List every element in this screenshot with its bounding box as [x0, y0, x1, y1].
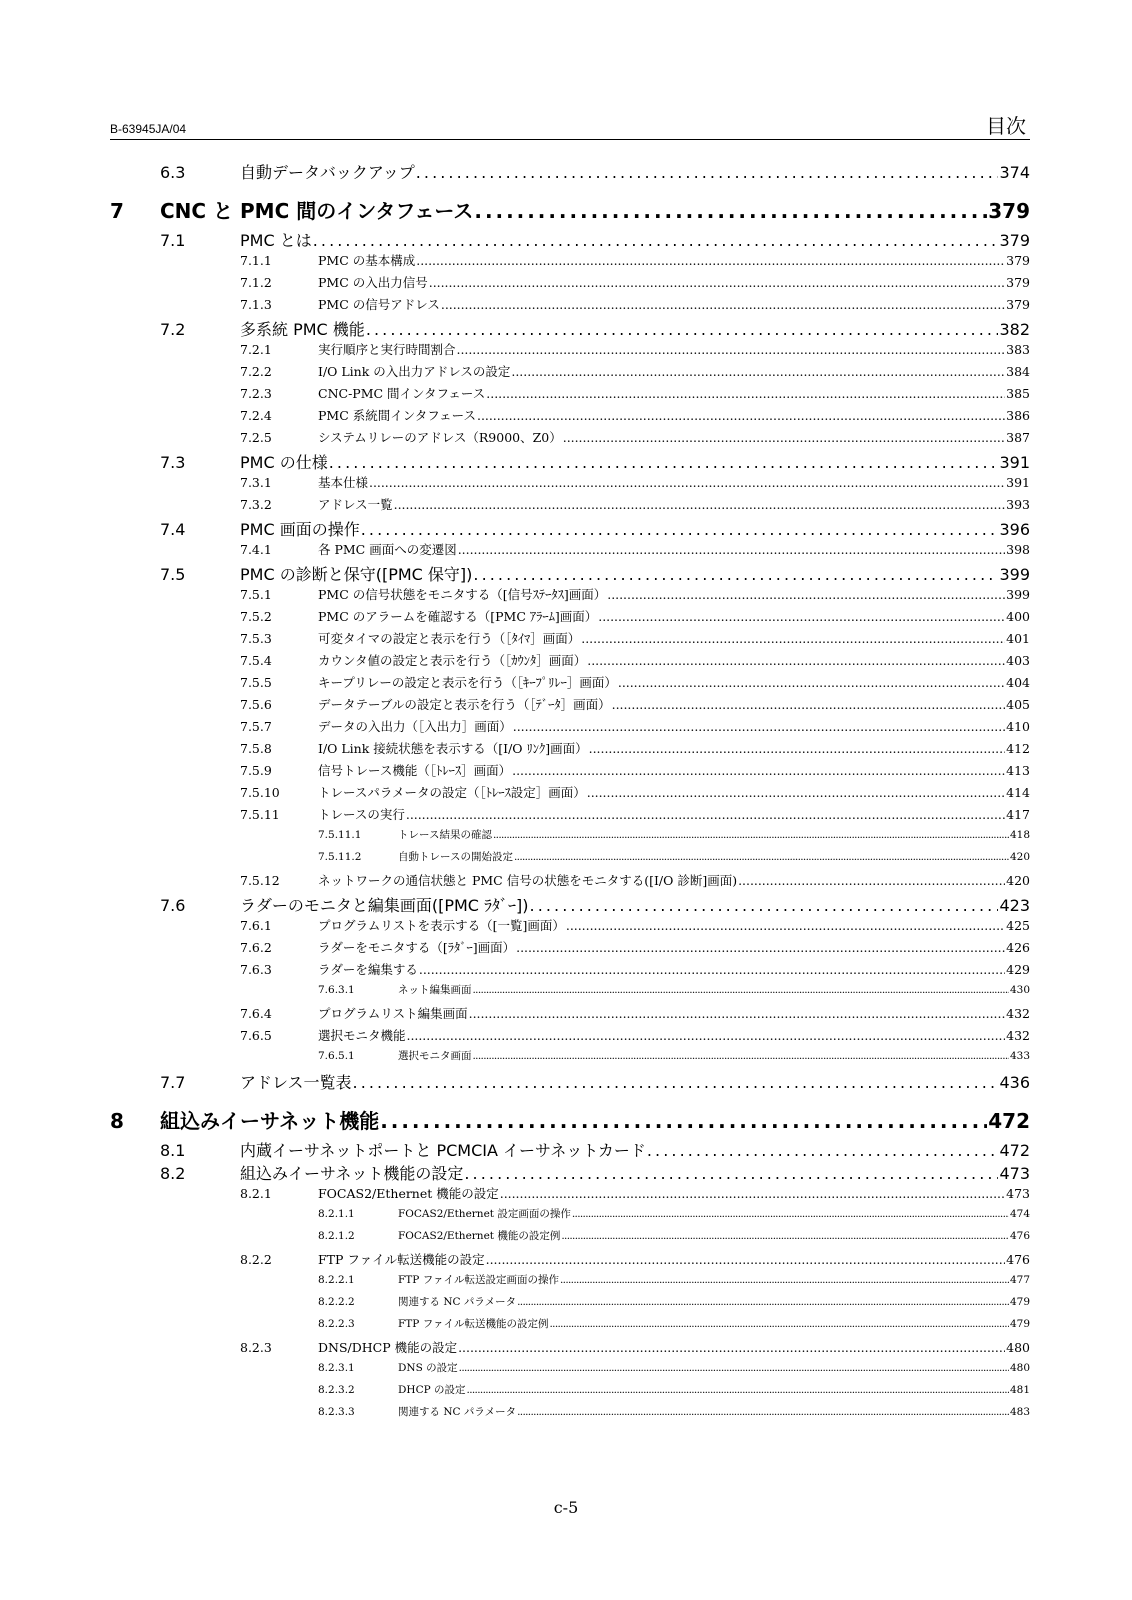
- toc-entry-page: 481: [1009, 1384, 1030, 1396]
- toc-entry-number: 7.2.1: [240, 342, 272, 357]
- toc-dot-leader: [477, 408, 1005, 423]
- toc-entry-title: CNC-PMC 間インタフェース: [318, 386, 486, 401]
- toc-dot-leader: [513, 719, 1005, 734]
- toc-entry[interactable]: [110, 695, 1030, 717]
- toc-entry-title: PMC の信号アドレス: [318, 297, 440, 312]
- toc-dot-leader: [486, 1252, 1005, 1267]
- toc-entry-number: 6.3: [160, 163, 186, 182]
- toc-entry[interactable]: [110, 893, 1030, 916]
- toc-entry-title: カウンタ値の設定と表示を行う（［ｶｳﾝﾀ］画面）: [318, 653, 587, 668]
- toc-dot-leader: [517, 1406, 1009, 1418]
- toc-entry-page: 479: [1009, 1318, 1030, 1330]
- toc-entry[interactable]: [110, 340, 1030, 362]
- toc-entry-title: PMC の診断と保守([PMC 保守]): [240, 565, 473, 584]
- toc-entry-number: 7.6.4: [240, 1006, 272, 1021]
- toc-entry-page: 477: [1009, 1274, 1030, 1286]
- toc-entry-page: 472: [999, 1141, 1030, 1160]
- toc-entry-page: 379: [1006, 297, 1030, 312]
- toc-entry-title: アドレス一覧表: [240, 1073, 352, 1092]
- toc-entry[interactable]: [110, 317, 1030, 340]
- toc-entry-page: 432: [1006, 1006, 1030, 1021]
- page-header: [110, 112, 1030, 140]
- toc-entry-number: 7.5.3: [240, 631, 272, 646]
- toc-entry[interactable]: [110, 1272, 1030, 1294]
- toc-entry-number: 8.1: [160, 1141, 186, 1160]
- toc-entry-page: 410: [1006, 719, 1030, 734]
- toc-dot-leader: [587, 785, 1005, 800]
- toc-entry[interactable]: [110, 1382, 1030, 1404]
- toc-entry[interactable]: [110, 651, 1030, 673]
- toc-entry[interactable]: [110, 195, 1030, 228]
- toc-dot-leader: [467, 1384, 1009, 1396]
- toc-entry-title: CNC と PMC 間のインタフェース: [160, 199, 474, 223]
- toc-entry-title: プログラムリスト編集画面: [318, 1006, 468, 1021]
- toc-dot-leader: [581, 631, 1005, 646]
- toc-entry-page: 374: [999, 163, 1030, 182]
- toc-entry[interactable]: [110, 1250, 1030, 1272]
- toc-entry-number: 7.5.10: [240, 785, 280, 800]
- toc-dot-leader: [313, 231, 999, 250]
- toc-dot-leader: [458, 542, 1005, 557]
- toc-entry-page: 426: [1006, 940, 1030, 955]
- toc-dot-leader: [457, 342, 1006, 357]
- toc-entry[interactable]: [110, 1026, 1030, 1048]
- toc-entry[interactable]: [110, 739, 1030, 761]
- toc-dot-leader: [329, 453, 999, 472]
- toc-entry[interactable]: [110, 273, 1030, 295]
- toc-entry-page: 414: [1006, 785, 1030, 800]
- toc-dot-leader: [647, 1141, 999, 1160]
- toc-entry-page: 425: [1006, 918, 1030, 933]
- toc-dot-leader: [560, 1274, 1009, 1286]
- toc-entry[interactable]: [110, 629, 1030, 651]
- toc-entry-page: 483: [1009, 1406, 1030, 1418]
- toc-entry-page: 399: [999, 565, 1030, 584]
- toc-entry-page: 383: [1006, 342, 1030, 357]
- toc-entry[interactable]: [110, 406, 1030, 428]
- toc-entry-number: 7.6: [160, 896, 186, 915]
- toc-entry[interactable]: [110, 540, 1030, 562]
- document-code: B-63945JA/04: [110, 122, 187, 136]
- toc-entry-page: 418: [1009, 829, 1030, 841]
- toc-entry-title: DNS/DHCP 機能の設定: [318, 1340, 458, 1355]
- toc-entry-number: 8.2.2.3: [318, 1318, 355, 1330]
- toc-entry-title: 選択モニタ画面: [398, 1050, 472, 1062]
- toc-entry-number: 7.5.11.2: [318, 851, 362, 863]
- toc-entry-title: トレース結果の確認: [398, 829, 492, 841]
- toc-entry-title: I/O Link の入出力アドレスの設定: [318, 364, 511, 379]
- toc-entry-title: 各 PMC 画面への変遷図: [318, 542, 457, 557]
- toc-dot-leader: [473, 1050, 1009, 1062]
- toc-dot-leader: [607, 587, 1005, 602]
- toc-dot-leader: [419, 962, 1005, 977]
- toc-dot-leader: [416, 253, 1005, 268]
- toc-entry[interactable]: [110, 384, 1030, 406]
- toc-entry[interactable]: [110, 160, 1030, 183]
- toc-entry-page: 413: [1006, 763, 1030, 778]
- toc-entry-page: 476: [1009, 1230, 1030, 1242]
- toc-entry-page: 391: [1006, 475, 1030, 490]
- toc-entry[interactable]: [110, 473, 1030, 495]
- toc-entry-number: 7.5.8: [240, 741, 272, 756]
- toc-entry-title: PMC の信号状態をモニタする（[信号ｽﾃｰﾀｽ]画面）: [318, 587, 607, 602]
- toc-entry-number: 7.5.1: [240, 587, 272, 602]
- toc-entry-page: 412: [1006, 741, 1030, 756]
- toc-entry[interactable]: [110, 1316, 1030, 1338]
- toc-entry-title: 実行順序と実行時間割合: [318, 342, 456, 357]
- toc-entry-title: 関連する NC パラメータ: [398, 1296, 517, 1308]
- toc-entry-number: 7.1: [160, 231, 186, 250]
- toc-entry-number: 8.2.1: [240, 1186, 272, 1201]
- table-of-contents: [110, 160, 1030, 1426]
- toc-entry-number: 7.5.11.1: [318, 829, 362, 841]
- toc-entry-number: 7.1.2: [240, 275, 272, 290]
- toc-entry-page: 403: [1006, 653, 1030, 668]
- toc-entry-title: 多系統 PMC 機能: [240, 320, 365, 339]
- toc-entry-title: トレースの実行: [318, 807, 405, 822]
- toc-dot-leader: [561, 1230, 1009, 1242]
- toc-entry-number: 8: [110, 1109, 124, 1133]
- toc-dot-leader: [516, 940, 1005, 955]
- toc-dot-leader: [429, 275, 1005, 290]
- toc-dot-leader: [473, 984, 1009, 996]
- toc-dot-leader: [517, 1296, 1009, 1308]
- toc-entry-number: 7.5.9: [240, 763, 272, 778]
- toc-entry[interactable]: [110, 450, 1030, 473]
- toc-entry[interactable]: [110, 938, 1030, 960]
- toc-entry-number: 7.1.1: [240, 253, 272, 268]
- toc-entry-number: 7.6.3.1: [318, 984, 355, 996]
- toc-dot-leader: [464, 1164, 998, 1183]
- toc-entry[interactable]: [110, 607, 1030, 629]
- toc-entry-page: 436: [999, 1073, 1030, 1092]
- toc-entry[interactable]: [110, 1004, 1030, 1026]
- toc-entry-number: 8.2.3.3: [318, 1406, 355, 1418]
- toc-entry-title: ネット編集画面: [398, 984, 472, 996]
- toc-entry-number: 8.2.2.2: [318, 1296, 355, 1308]
- toc-entry-number: 7.5.2: [240, 609, 272, 624]
- toc-entry-number: 8.2.2.1: [318, 1274, 355, 1286]
- toc-entry-number: 7.6.3: [240, 962, 272, 977]
- toc-entry-page: 396: [999, 520, 1030, 539]
- toc-entry-number: 7.5.11: [240, 807, 280, 822]
- toc-entry-title: PMC とは: [240, 231, 312, 250]
- toc-dot-leader: [416, 163, 999, 182]
- toc-entry-number: 8.2.1.2: [318, 1230, 355, 1242]
- toc-entry-title: PMC 系統間インタフェース: [318, 408, 476, 423]
- toc-entry[interactable]: [110, 517, 1030, 540]
- toc-entry-title: I/O Link 接続状態を表示する（[I/O ﾘﾝｸ]画面）: [318, 741, 588, 756]
- toc-entry[interactable]: [110, 1138, 1030, 1161]
- toc-entry-title: データテーブルの設定と表示を行う（［ﾃﾞｰﾀ］画面）: [318, 697, 611, 712]
- toc-entry[interactable]: [110, 1294, 1030, 1316]
- toc-entry[interactable]: [110, 849, 1030, 871]
- toc-entry[interactable]: [110, 1048, 1030, 1070]
- toc-entry-number: 7.1.3: [240, 297, 272, 312]
- toc-entry[interactable]: [110, 295, 1030, 317]
- toc-entry[interactable]: [110, 1338, 1030, 1360]
- toc-entry[interactable]: [110, 1228, 1030, 1250]
- toc-entry-number: 8.2.1.1: [318, 1208, 355, 1220]
- toc-entry-title: FOCAS2/Ethernet 機能の設定: [318, 1186, 499, 1201]
- toc-dot-leader: [563, 430, 1005, 445]
- toc-entry[interactable]: [110, 1184, 1030, 1206]
- toc-entry-page: 384: [1006, 364, 1030, 379]
- toc-entry-page: 386: [1006, 408, 1030, 423]
- toc-entry-page: 472: [988, 1109, 1030, 1133]
- toc-entry-number: 7.6.5.1: [318, 1050, 355, 1062]
- toc-entry-title: PMC の仕様: [240, 453, 328, 472]
- toc-dot-leader: [612, 697, 1006, 712]
- toc-dot-leader: [469, 1006, 1006, 1021]
- toc-entry-page: 423: [999, 896, 1030, 915]
- toc-dot-leader: [473, 565, 998, 584]
- toc-entry-page: 385: [1006, 386, 1030, 401]
- toc-entry-title: PMC 画面の操作: [240, 520, 360, 539]
- toc-entry-title: 自動トレースの開始設定: [398, 851, 513, 863]
- toc-dot-leader: [589, 741, 1005, 756]
- toc-dot-leader: [738, 873, 1005, 888]
- toc-entry-page: 405: [1006, 697, 1030, 712]
- toc-entry[interactable]: [110, 251, 1030, 273]
- toc-entry-number: 7.5.6: [240, 697, 272, 712]
- toc-entry-page: 400: [1006, 609, 1030, 624]
- toc-entry[interactable]: [110, 428, 1030, 450]
- toc-entry-title: 関連する NC パラメータ: [398, 1406, 517, 1418]
- toc-entry-title: 内蔵イーサネットポートと PCMCIA イーサネットカード: [240, 1141, 646, 1160]
- toc-dot-leader: [366, 320, 999, 339]
- toc-dot-leader: [458, 1340, 1005, 1355]
- toc-entry-number: 7.6.2: [240, 940, 272, 955]
- toc-entry-title: アドレス一覧: [318, 497, 393, 512]
- toc-entry[interactable]: [110, 562, 1030, 585]
- toc-entry-title: プログラムリストを表示する（[一覧]画面）: [318, 918, 565, 933]
- toc-entry-title: ラダーを編集する: [318, 962, 418, 977]
- toc-entry[interactable]: [110, 585, 1030, 607]
- toc-entry-number: 7.6.5: [240, 1028, 272, 1043]
- toc-dot-leader: [618, 675, 1005, 690]
- toc-entry[interactable]: [110, 960, 1030, 982]
- toc-entry-page: 379: [1006, 275, 1030, 290]
- toc-entry-title: データの入出力（［入出力］画面）: [318, 719, 512, 734]
- toc-entry-page: 393: [1006, 497, 1030, 512]
- toc-entry-page: 382: [999, 320, 1030, 339]
- toc-entry-page: 430: [1009, 984, 1030, 996]
- toc-entry-number: 7.2: [160, 320, 186, 339]
- toc-entry-title: PMC の入出力信号: [318, 275, 428, 290]
- toc-entry-number: 8.2.3.2: [318, 1384, 355, 1396]
- toc-dot-leader: [406, 807, 1005, 822]
- toc-entry-page: 379: [999, 231, 1030, 250]
- toc-entry[interactable]: [110, 362, 1030, 384]
- toc-entry-number: 7.4.1: [240, 542, 272, 557]
- toc-entry-number: 7.2.5: [240, 430, 272, 445]
- toc-dot-leader: [353, 1073, 999, 1092]
- toc-dot-leader: [474, 199, 987, 223]
- toc-dot-leader: [598, 609, 1005, 624]
- page-number: c-5: [553, 1498, 579, 1517]
- toc-entry[interactable]: [110, 916, 1030, 938]
- toc-entry-page: 404: [1006, 675, 1030, 690]
- toc-entry-title: 組込みイーサネット機能の設定: [240, 1164, 464, 1183]
- toc-entry[interactable]: [110, 783, 1030, 805]
- toc-entry-page: 398: [1006, 542, 1030, 557]
- toc-entry-number: 7.3.2: [240, 497, 272, 512]
- toc-dot-leader: [407, 1028, 1006, 1043]
- toc-entry-title: DNS の設定: [398, 1362, 458, 1374]
- toc-entry-page: 480: [1006, 1340, 1030, 1355]
- toc-dot-leader: [512, 763, 1005, 778]
- toc-entry-title: DHCP の設定: [398, 1384, 466, 1396]
- toc-entry-number: 7.5: [160, 565, 186, 584]
- toc-entry-page: 379: [988, 199, 1030, 223]
- toc-entry-number: 7.4: [160, 520, 186, 539]
- toc-entry-number: 8.2.2: [240, 1252, 272, 1267]
- toc-entry-number: 8.2: [160, 1164, 186, 1183]
- toc-entry-page: 480: [1009, 1362, 1030, 1374]
- toc-entry-page: 417: [1006, 807, 1030, 822]
- toc-dot-leader: [514, 851, 1009, 863]
- toc-dot-leader: [587, 653, 1005, 668]
- toc-entry-page: 432: [1006, 1028, 1030, 1043]
- toc-entry-page: 391: [999, 453, 1030, 472]
- toc-entry[interactable]: [110, 228, 1030, 251]
- toc-entry-title: FTP ファイル転送設定画面の操作: [398, 1274, 559, 1286]
- toc-entry[interactable]: [110, 827, 1030, 849]
- toc-entry-title: FOCAS2/Ethernet 設定画面の操作: [398, 1208, 571, 1220]
- toc-entry-title: 組込みイーサネット機能: [160, 1109, 380, 1133]
- toc-dot-leader: [459, 1362, 1009, 1374]
- toc-entry-number: 8.2.3.1: [318, 1362, 355, 1374]
- toc-dot-leader: [500, 1186, 1005, 1201]
- toc-entry[interactable]: [110, 982, 1030, 1004]
- toc-dot-leader: [530, 896, 999, 915]
- toc-dot-leader: [369, 475, 1005, 490]
- toc-entry-title: ラダーをモニタする（[ﾗﾀﾞｰ]画面）: [318, 940, 516, 955]
- toc-entry-title: システムリレーのアドレス（R9000、Z0）: [318, 430, 562, 445]
- toc-entry-title: PMC のアラームを確認する（[PMC ｱﾗｰﾑ]画面）: [318, 609, 598, 624]
- toc-entry-number: 7.5.7: [240, 719, 272, 734]
- toc-entry-title: FTP ファイル転送機能の設定: [318, 1252, 485, 1267]
- toc-entry-title: PMC の基本構成: [318, 253, 416, 268]
- toc-entry[interactable]: [110, 1105, 1030, 1138]
- toc-entry[interactable]: [110, 871, 1030, 893]
- toc-entry-number: 7: [110, 199, 124, 223]
- toc-entry-page: 429: [1006, 962, 1030, 977]
- toc-entry[interactable]: [110, 805, 1030, 827]
- toc-entry-page: 473: [999, 1164, 1030, 1183]
- toc-dot-leader: [549, 1318, 1008, 1330]
- toc-dot-leader: [380, 1109, 987, 1133]
- toc-entry-page: 399: [1006, 587, 1030, 602]
- toc-dot-leader: [361, 520, 999, 539]
- toc-entry-title: キープリレーの設定と表示を行う（［ｷｰﾌﾟﾘﾚｰ］画面）: [318, 675, 617, 690]
- toc-entry-number: 7.5.12: [240, 873, 280, 888]
- toc-entry-page: 420: [1006, 873, 1030, 888]
- toc-entry-title: ネットワークの通信状態と PMC 信号の状態をモニタする([I/O 診断]画面): [318, 873, 738, 888]
- toc-entry-page: 387: [1006, 430, 1030, 445]
- toc-entry[interactable]: [110, 1070, 1030, 1093]
- toc-entry-number: 7.5.5: [240, 675, 272, 690]
- toc-entry-title: 可変タイマの設定と表示を行う（［ﾀｲﾏ］画面）: [318, 631, 581, 646]
- toc-entry[interactable]: [110, 1161, 1030, 1184]
- toc-dot-leader: [394, 497, 1006, 512]
- toc-entry-title: 自動データバックアップ: [240, 163, 415, 182]
- toc-entry[interactable]: [110, 1404, 1030, 1426]
- toc-entry-number: 7.3.1: [240, 475, 272, 490]
- toc-entry-number: 7.7: [160, 1073, 186, 1092]
- toc-entry-number: 7.5.4: [240, 653, 272, 668]
- toc-entry-number: 7.3: [160, 453, 186, 472]
- toc-entry-title: 基本仕様: [318, 475, 369, 490]
- toc-entry-page: 473: [1006, 1186, 1030, 1201]
- toc-entry-page: 379: [1006, 253, 1030, 268]
- toc-entry-page: 474: [1009, 1208, 1030, 1220]
- toc-entry-number: 7.2.2: [240, 364, 272, 379]
- toc-dot-leader: [486, 386, 1005, 401]
- toc-entry-number: 7.6.1: [240, 918, 272, 933]
- toc-entry-title: トレースパラメータの設定（［ﾄﾚｰｽ設定］画面）: [318, 785, 586, 800]
- toc-entry[interactable]: [110, 1206, 1030, 1228]
- toc-entry-title: 選択モニタ機能: [318, 1028, 406, 1043]
- toc-entry-title: FOCAS2/Ethernet 機能の設定例: [398, 1230, 561, 1242]
- toc-entry[interactable]: [110, 495, 1030, 517]
- toc-entry-page: 420: [1009, 851, 1030, 863]
- toc-dot-leader: [493, 829, 1009, 841]
- toc-entry[interactable]: [110, 761, 1030, 783]
- toc-entry-number: 8.2.3: [240, 1340, 272, 1355]
- toc-dot-leader: [566, 918, 1005, 933]
- toc-entry[interactable]: [110, 1360, 1030, 1382]
- toc-entry[interactable]: [110, 717, 1030, 739]
- toc-dot-leader: [572, 1208, 1009, 1220]
- toc-entry[interactable]: [110, 673, 1030, 695]
- toc-entry-title: 信号トレース機能（［ﾄﾚｰｽ］画面）: [318, 763, 512, 778]
- toc-entry-page: 476: [1006, 1252, 1030, 1267]
- section-title: 目次: [986, 114, 1026, 138]
- toc-dot-leader: [441, 297, 1005, 312]
- toc-entry-page: 401: [1006, 631, 1030, 646]
- toc-entry-number: 7.2.4: [240, 408, 272, 423]
- toc-entry-number: 7.2.3: [240, 386, 272, 401]
- toc-dot-leader: [511, 364, 1005, 379]
- toc-entry-title: ラダーのモニタと編集画面([PMC ﾗﾀﾞｰ]): [240, 896, 529, 915]
- toc-entry-page: 479: [1009, 1296, 1030, 1308]
- toc-entry-page: 433: [1009, 1050, 1030, 1062]
- toc-entry-title: FTP ファイル転送機能の設定例: [398, 1318, 549, 1330]
